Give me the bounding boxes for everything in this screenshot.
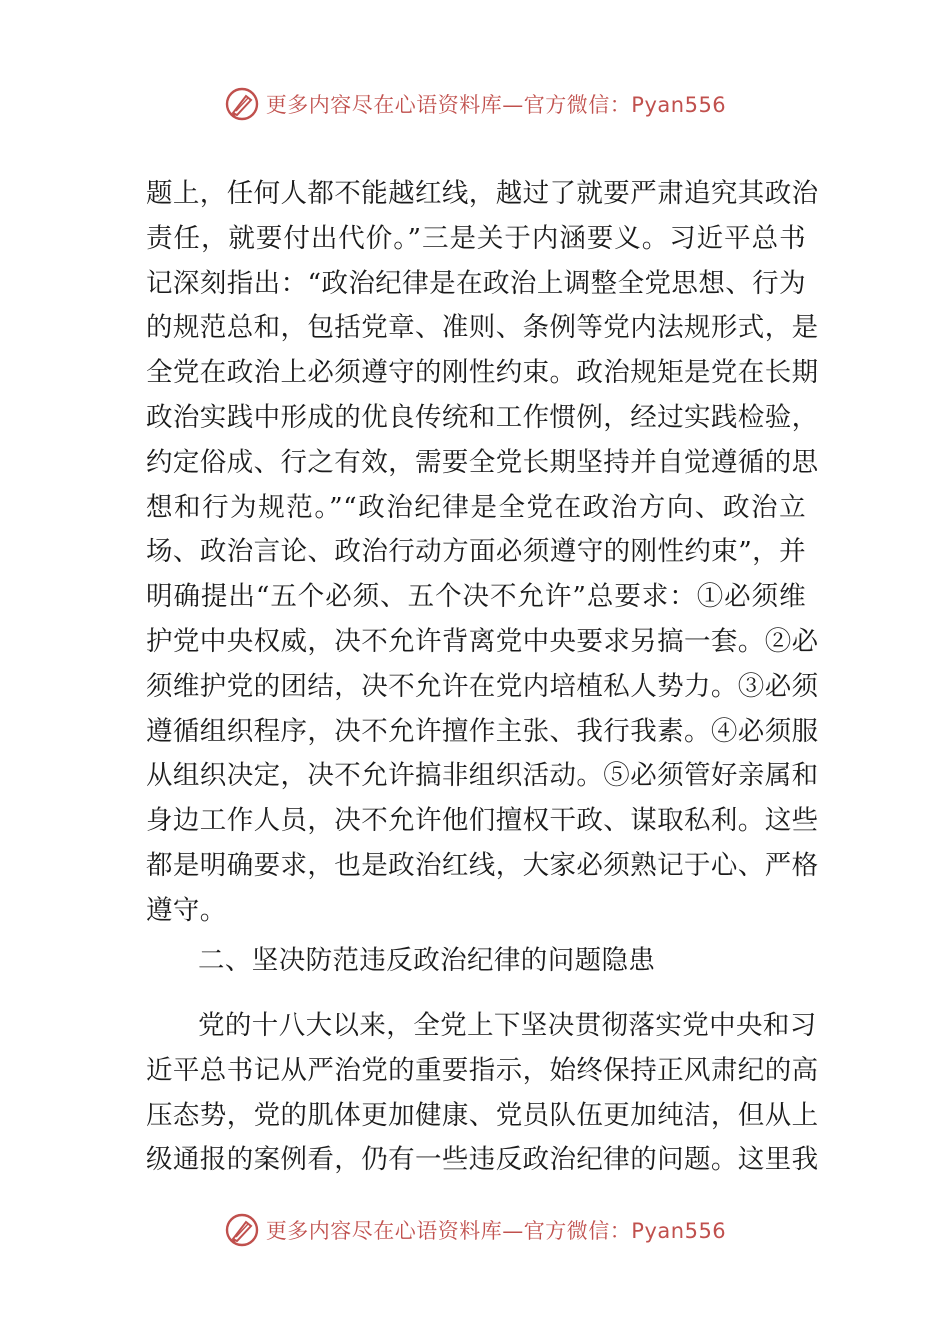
paragraph: [146, 1004, 819, 1183]
text-line: 的规范总和，包括党章、准则、条例等党内法规形式，是: [146, 312, 819, 344]
text-line: 遵守。: [146, 894, 227, 926]
text-line: 近平总书记从严治党的重要指示，始终保持正风肃纪的高: [146, 1054, 819, 1086]
text-line: 责任，就要付出代价。”三是关于内涵要义。习近平总书: [146, 222, 806, 254]
banner-text: 更多内容尽在心语资料库—官方微信：Pyan556: [265, 93, 727, 117]
text-line: 场、政治言论、政治行动方面必须遵守的刚性约束”，并: [146, 536, 806, 568]
text-line: 身边工作人员，决不允许他们擅权干政、谋取私利。这些: [146, 805, 819, 837]
banner-text: 更多内容尽在心语资料库—官方微信：Pyan556: [265, 1219, 727, 1243]
text-line: 约定俗成、行之有效，需要全党长期坚持并自觉遵循的思: [146, 446, 819, 478]
text-line: 全党在政治上必须遵守的刚性约束。政治规矩是党在长期: [146, 357, 819, 389]
footer-banner: [0, 1208, 950, 1252]
text-line: 从组织决定，决不允许搞非组织活动。⑤必须管好亲属和: [146, 760, 819, 792]
text-line: 题上，任何人都不能越红线，越过了就要严肃追究其政治: [146, 178, 819, 209]
header-banner: [0, 82, 950, 126]
text-line: 记深刻指出：“政治纪律是在政治上调整全党思想、行为: [146, 267, 806, 299]
text-line: 遵循组织程序，决不允许擅作主张、我行我素。④必须服: [146, 715, 819, 747]
section-heading: 二、坚决防范违反政治纪律的问题隐患: [198, 945, 656, 976]
text-line: 须维护党的团结，决不允许在党内培植私人势力。③必须: [146, 670, 819, 702]
text-line: 党的十八大以来，全党上下坚决贯彻落实党中央和习: [198, 1010, 817, 1041]
paragraph-continuation: [146, 172, 819, 934]
pen-nib-logo-icon: [224, 86, 260, 122]
text-line: 级通报的案例看，仍有一些违反政治纪律的问题。这里我: [146, 1144, 819, 1176]
text-line: 想和行为规范。”“政治纪律是全党在政治方向、政治立: [146, 491, 806, 523]
text-line: 明确提出“五个必须、五个决不允许”总要求：①必须维: [146, 581, 806, 613]
pen-nib-logo-icon: [224, 1212, 260, 1248]
text-line: 压态势，党的肌体更加健康、党员队伍更加纯洁，但从上: [146, 1099, 819, 1131]
text-line: 都是明确要求，也是政治红线，大家必须熟记于心、严格: [146, 849, 819, 881]
text-line: 护党中央权威，决不允许背离党中央要求另搞一套。②必: [146, 625, 819, 657]
text-line: 政治实践中形成的优良传统和工作惯例，经过实践检验，: [146, 401, 819, 433]
